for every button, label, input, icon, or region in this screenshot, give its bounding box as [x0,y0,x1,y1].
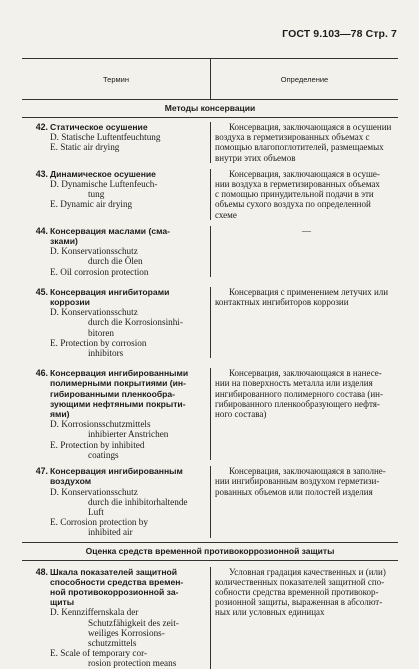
entry-number: 48. [35,566,48,577]
definition-line: нии воздуха в герметизированных объемах [215,179,380,190]
term-translation-cont: durch die Korrosionsinhi- [88,317,183,328]
entry-number: 44. [35,225,48,236]
term-translation: D. Statische Luftentfeuchtung [50,132,161,143]
table-row [22,169,398,220]
definition-cell [210,567,398,669]
term-cell [22,567,210,669]
term-translation-cont: schutzmittels [88,637,137,648]
definition-line: собности средства временной противокор- [215,586,379,597]
term-russian: зками) [50,236,78,247]
term-cell [22,368,210,460]
term-russian: щиты [50,597,75,608]
definition-line: Условная градация качественных и (или) [229,566,386,577]
definition-line: ных или условных единицах [215,607,325,618]
term-translation-cont: inhibited air [88,527,133,538]
term-translation: D. Korrosionsschutzmittels [50,419,151,430]
term-russian: Динамическое осушение [50,168,156,179]
entry-number: 47. [35,466,48,477]
term-translation: D. Konservationsschutz [50,307,138,318]
term-russian: коррозии [50,297,90,308]
term-russian: Шкала показателей защитной [50,566,178,577]
term-translation: E. Protection by inhibited [50,439,145,450]
term-cell [22,466,210,537]
table-row [22,287,398,358]
term-translation-cont: coatings [88,449,119,460]
term-russian: полимерными покрытиями (ин- [50,378,186,389]
definition-line: гибированного пленкообразующего нефтя- [215,398,380,409]
entry-number: 46. [35,368,48,379]
term-russian: ной противокоррозионной за- [50,586,179,597]
definition-line: внутри этих объемов [215,152,296,163]
term-translation-cont: weiliges Korrosions- [88,627,165,638]
definition-line: контактных ингибиторов коррозии [215,297,349,308]
term-russian: Консервация ингибированным [50,466,183,477]
section-title: Методы консервации [22,100,398,118]
definition-line: Консервация, заключающаяся в осушении [229,122,392,132]
term-column-header: Термин [22,59,211,99]
definition-cell [210,169,398,220]
definition-line: рованных объемов или полостей изделия [215,486,373,497]
term-translation-cont: inhibierter Anstrichen [88,429,169,440]
definition-line: воздуха в герметизированных объемах с [215,132,370,143]
term-cell [22,287,210,358]
term-translation-cont: tung [88,189,105,200]
definition-line: Консервация с применением летучих или [229,286,389,297]
definition-line: нии ингибированным воздухом герметизи- [215,476,380,487]
entry-number: 43. [35,168,48,179]
term-translation-cont: inhibitors [88,348,124,359]
term-russian: ями) [50,409,70,420]
table-row [22,122,398,163]
term-translation-cont: Luft [88,506,104,517]
terms-table [22,58,398,669]
term-translation-cont: rosion protection means [88,658,177,669]
definition-line: ингибированного полимерного состава (ин- [215,388,383,399]
definition-line: с помощью принудительной подачи в эти [215,189,374,200]
term-russian: Консервация маслами (сма- [50,225,171,236]
definition-column-header: Определение [280,74,329,84]
definition-line: ного состава) [215,409,267,420]
table-body [22,100,398,669]
term-translation: D. Dynamische Luftenfeuch- [50,179,158,190]
term-translation: E. Oil corrosion protection [50,266,149,277]
section-title: Оценка средств временной противокоррозионной защиты [22,542,398,561]
definition-line: объемы сухого воздуха по определенной [215,199,371,210]
term-russian: зующими нефтяными покрыти- [50,398,186,409]
term-russian: Консервация ингибированными [50,368,189,379]
definition-cell [210,368,398,460]
term-translation: D. Konservationsschutz [50,246,138,257]
definition-line: розионной защиты, выраженная в абсолют- [215,597,383,608]
term-russian: воздухом [50,476,92,487]
term-translation-cont: durch die Ölen [88,256,143,267]
definition-cell [210,226,398,277]
term-translation-cont: bitoren [88,327,115,338]
term-translation: E. Corrosion protection by [50,517,148,528]
term-translation-cont: durch die inhibitorhaltende [88,496,188,507]
entry-number: 42. [35,122,48,132]
term-translation: E. Protection by corrosion [50,337,147,348]
definition-cell [210,466,398,537]
term-translation: D. Konservationsschutz [50,486,138,497]
definition-line: Консервация, заключающаяся в осуше- [229,168,380,179]
definition-line: количественных показателей защитной спо- [215,576,385,587]
table-row [22,567,398,669]
term-translation: E. Dynamic air drying [50,199,133,210]
term-translation: D. Kennziffernskala der [50,607,139,618]
term-russian: Статическое осушение [50,122,148,132]
definition-cell [210,287,398,358]
term-russian: гибированными пленкообра- [50,388,176,399]
definition-line: помощью влагопоглотителей, размещаемых [215,142,384,153]
table-header [22,59,398,100]
term-cell [22,226,210,277]
table-row [22,466,398,537]
page-header: ГОСТ 9.103—78 Стр. 7 [282,28,397,40]
table-row [22,368,398,460]
definition-line: Консервация, заключающаяся в нанесе- [229,368,382,379]
term-russian: Консервация ингибиторами [50,286,170,297]
table-row [22,226,398,277]
term-cell [22,169,210,220]
term-translation-cont: Schutzfähigkeit des zeit- [88,617,179,628]
definition-line: нии на поверхность металла или изделия [215,378,373,389]
definition-line: — [302,225,311,236]
term-translation: E. Static air drying [50,142,120,153]
definition-line: схеме [215,209,237,220]
definition-line: Консервация, заключающаяся в заполне- [229,466,386,477]
term-cell [22,122,210,163]
entry-number: 45. [35,286,48,297]
term-russian: способности средства времен- [50,576,184,587]
definition-cell [210,122,398,163]
term-translation: E. Scale of temporary cor- [50,648,148,659]
